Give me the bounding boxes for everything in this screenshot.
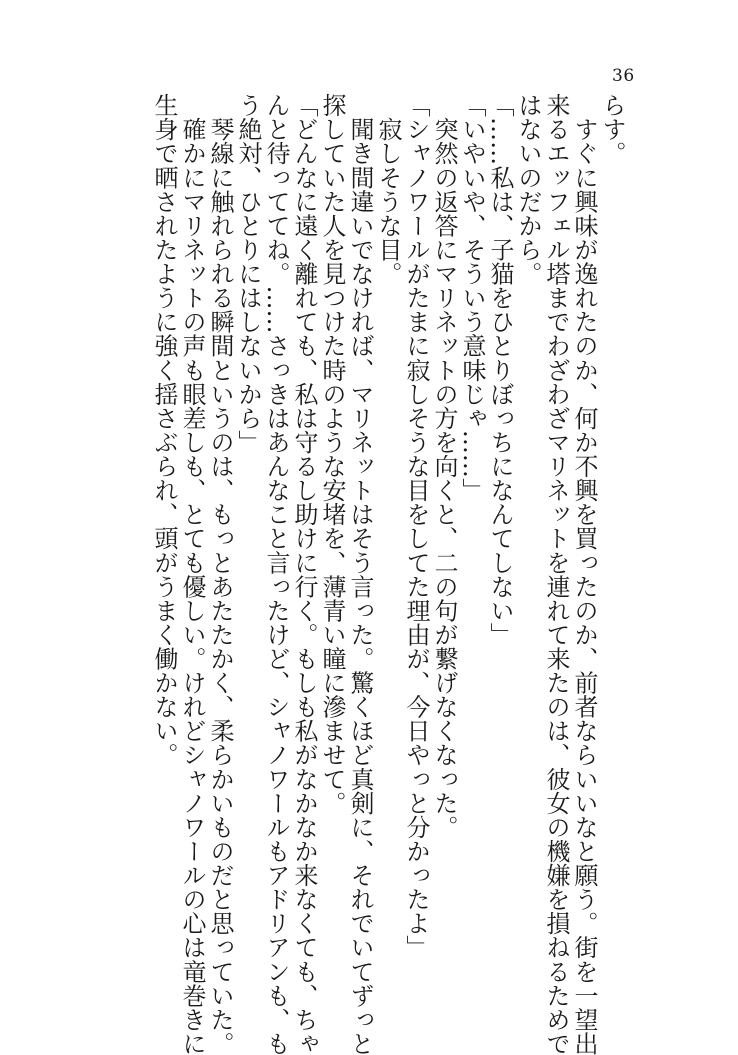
text-line: 「いやいや、そういう意味じゃ……」 bbox=[458, 93, 486, 503]
text-line: 琴線に触れられる瞬間というのは、もっとあたたかく、柔らかいものだと思っていた。 bbox=[206, 93, 234, 1055]
text-line: 探していた人を見つけた時のような安堵を、薄青い瞳に滲ませて。 bbox=[318, 93, 346, 815]
text-line: すぐに興味が逸れたのか、何か不興を買ったのか、前者ならいいなと願う。街を一望出 bbox=[570, 93, 598, 1055]
text-line: 来るエッフェル塔までわざわざマリネットを連れて来たのは、彼女の機嫌を損ねるためで bbox=[542, 93, 570, 1055]
text-line: らす。 bbox=[598, 93, 626, 166]
text-line: 寂しそうな目。 bbox=[374, 93, 402, 286]
text-line: 「シャノワールがたまに寂しそうな目をしてた理由が、今日やっと分かったよ」 bbox=[402, 93, 430, 960]
text-line: 「どんなに遠く離れても、私は守るし助けに行く。もしも私がなかなか来なくても、ちゃ bbox=[290, 93, 318, 1055]
text-line: 聞き間違いでなければ、マリネットはそう言った。驚くほど真剣に、それでいてずっと bbox=[346, 93, 374, 1055]
page-number: 36 bbox=[612, 66, 635, 86]
text-line: 「……私は、子猫をひとりぼっちになんてしない」 bbox=[486, 93, 514, 647]
text-line: う絶対、ひとりにはしないから」 bbox=[234, 93, 262, 454]
vertical-text-body bbox=[149, 93, 626, 1055]
text-line: 生身で晒されたように強く揺さぶられ、頭がうまく働かない。 bbox=[150, 93, 178, 767]
text-line: 突然の返答にマリネットの方を向くと、二の句が繋げなくなった。 bbox=[430, 93, 458, 839]
text-line: はないのだから。 bbox=[514, 93, 542, 286]
text-line: んと待っててね。……さっきはあんなこと言ったけど、シャノワールもアドリアンも、も bbox=[262, 93, 290, 1055]
text-line: 確かにマリネットの声も眼差しも、とても優しい。けれどシャノワールの心は竜巻きに bbox=[178, 93, 206, 1055]
